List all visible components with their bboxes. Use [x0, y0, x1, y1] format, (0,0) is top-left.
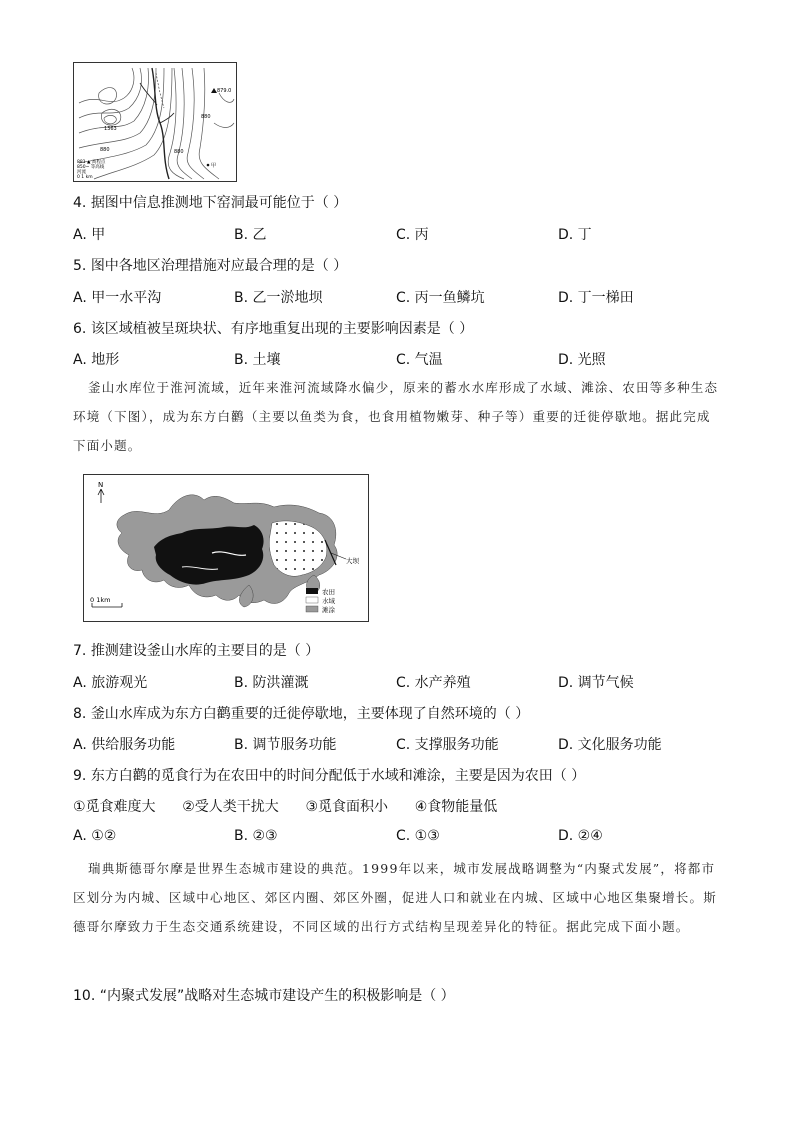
- passage-reservoir: 釜山水库位于淮河流域，近年来淮河流域降水偏少，原来的蓄水水库形成了水域、滩涂、农田等多种生态环境（下图），成为东方白鹳（主要以鱼类为食，也食用植物嫩芽、种子等）重要的迁徙停歇地。据此完成下面小题。: [73, 380, 719, 453]
- option-c[interactable]: C. 气温: [396, 352, 443, 368]
- question-4: 4. 据图中信息推测地下窑洞最可能位于（ ）: [73, 195, 348, 211]
- jia-label: 甲: [211, 163, 217, 169]
- legend-mudflat: 滩涂: [322, 606, 335, 614]
- option-b[interactable]: B. 防洪灌溉: [234, 675, 309, 691]
- option-d[interactable]: D. 光照: [558, 352, 606, 368]
- reservoir-map-figure: [83, 474, 369, 622]
- legend-water: 水域: [322, 597, 335, 605]
- legend-swatch-mudflat: [306, 606, 318, 612]
- option-d[interactable]: D. 丁一梯田: [558, 290, 634, 306]
- question-5: 5. 图中各地区治理措施对应最合理的是（ ）: [73, 258, 348, 274]
- option-c[interactable]: C. 丙一鱼鳞坑: [396, 290, 485, 306]
- reservoir-map: [84, 475, 368, 621]
- option-d[interactable]: D. 丁: [558, 227, 592, 243]
- contour-label: 880: [100, 147, 110, 153]
- option-a[interactable]: A. 旅游观光: [73, 675, 148, 691]
- option-b[interactable]: B. 乙: [234, 227, 267, 243]
- north-arrow-icon: [98, 489, 104, 503]
- option-b[interactable]: B. 调节服务功能: [234, 737, 337, 753]
- legend-swatch-farmland: [306, 588, 318, 594]
- dam-label: 大坝: [346, 557, 359, 565]
- legend-swatch-water: [306, 597, 318, 603]
- question-8: 8. 釜山水库成为东方白鹳重要的迁徙停歇地，主要体现了自然环境的（ ）: [73, 706, 530, 722]
- option-d[interactable]: D. ②④: [558, 828, 603, 844]
- legend-river: 河流: [77, 170, 86, 175]
- passage-stockholm: 瑞典斯德哥尔摩是世界生态城市建设的典范。1999年以来，城市发展战略调整为“内聚式发展”，将都市区划分为内城、区域中心地区、郊区内圈、郊区外圈，促进人口和就业在内城、区域中心地区集聚增长。斯德哥尔摩致力于生态交通系统建设，不同区域的出行方式结构呈现差异化的特征。据此完成下面小题。: [73, 861, 717, 934]
- legend-farmland: 农田: [322, 588, 335, 596]
- question-6: 6. 该区域植被呈斑块状、有序地重复出现的主要影响因素是（ ）: [73, 321, 474, 337]
- option-c[interactable]: C. ①③: [396, 828, 440, 844]
- scale-label: 0 1km: [90, 596, 111, 604]
- option-d[interactable]: D. 文化服务功能: [558, 737, 662, 753]
- contour-label: 880: [174, 149, 184, 155]
- legend-elevation-point: 881 ▲ 高程点: [77, 160, 106, 165]
- peak-label: 1363: [104, 126, 117, 132]
- option-a[interactable]: A. 甲: [73, 227, 106, 243]
- option-c[interactable]: C. 丙: [396, 227, 429, 243]
- option-d[interactable]: D. 调节气候: [558, 675, 634, 691]
- question-9: 9. 东方白鹳的觅食行为在农田中的时间分配低于水域和滩涂，主要是因为农田（ ）: [73, 768, 586, 784]
- question-10: 10. “内聚式发展”战略对生态城市建设产生的积极影响是（ ）: [73, 988, 455, 1004]
- option-a[interactable]: A. 供给服务功能: [73, 737, 176, 753]
- question-9-statements: ①觅食难度大 ②受人类干扰大 ③觅食面积小 ④食物能量低: [73, 799, 498, 815]
- legend-contour: 850~ 等高线: [77, 165, 105, 170]
- contour-map: [74, 63, 236, 181]
- option-c[interactable]: C. 水产养殖: [396, 675, 471, 691]
- option-b[interactable]: B. ②③: [234, 828, 278, 844]
- option-b[interactable]: B. 乙一淤地坝: [234, 290, 323, 306]
- question-7: 7. 推测建设釜山水库的主要目的是（ ）: [73, 643, 320, 659]
- contour-label: 880: [201, 114, 211, 120]
- option-a[interactable]: A. 甲一水平沟: [73, 290, 162, 306]
- scale-bar-label: 0 1 km: [77, 175, 93, 180]
- contour-map-figure: [73, 62, 237, 182]
- elevation-label-879: 879.0: [217, 88, 232, 94]
- option-a[interactable]: A. 地形: [73, 352, 120, 368]
- option-c[interactable]: C. 支撑服务功能: [396, 737, 499, 753]
- option-a[interactable]: A. ①②: [73, 828, 117, 844]
- option-b[interactable]: B. 土壤: [234, 352, 281, 368]
- north-label: N: [98, 481, 104, 489]
